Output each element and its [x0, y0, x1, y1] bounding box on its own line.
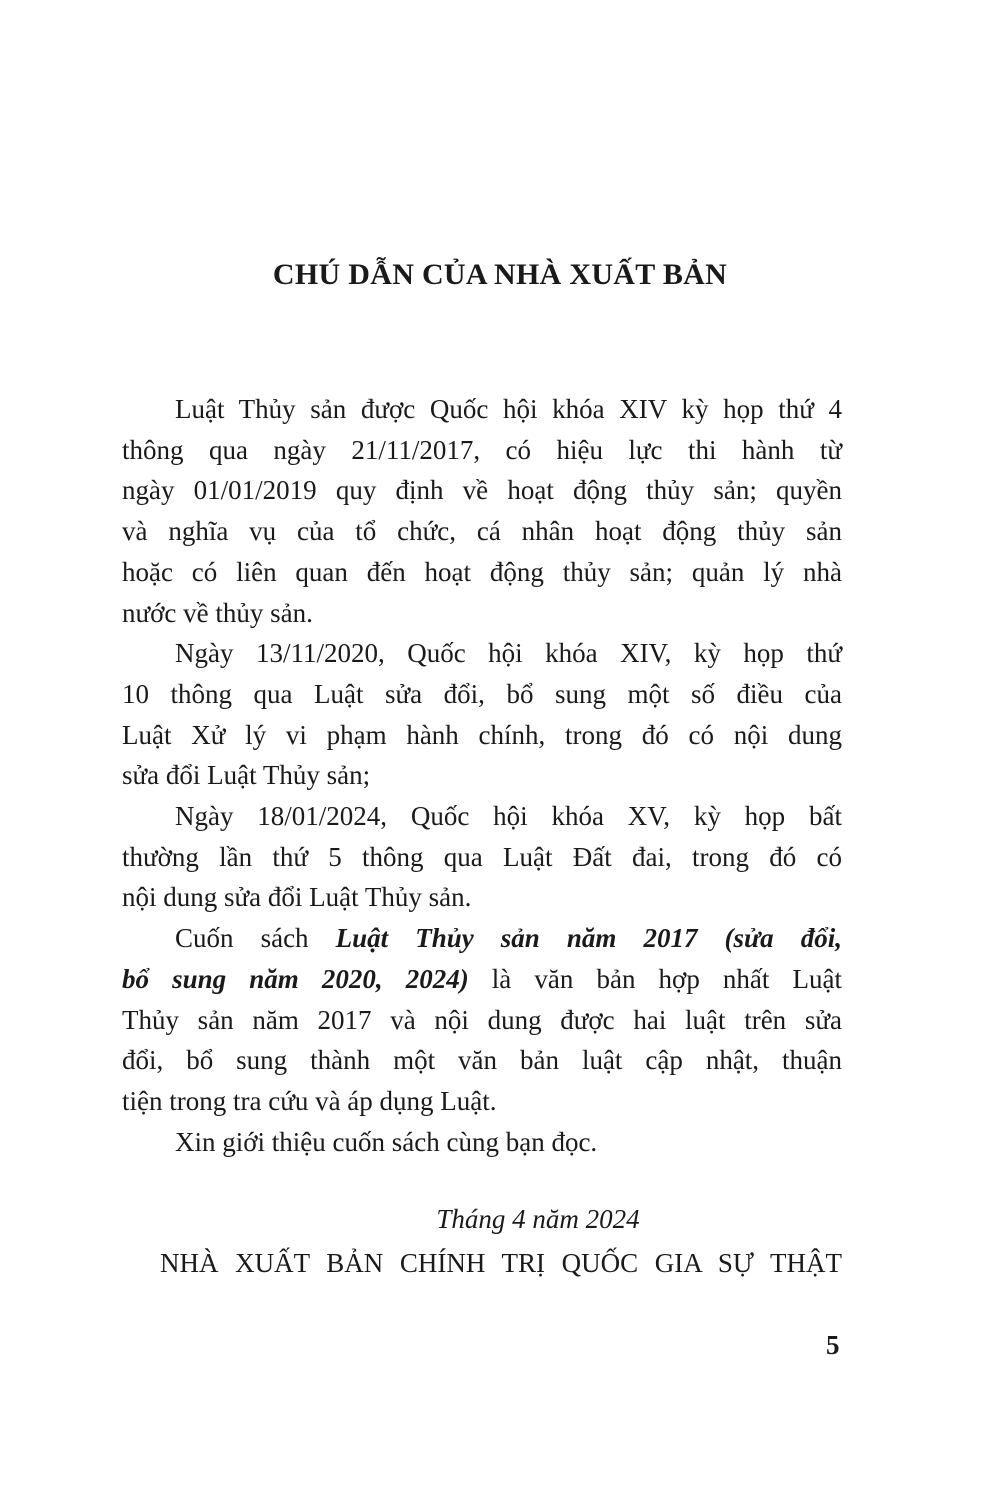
text-run: ngày 01/01/2019 quy định về hoạt động thủy sản; quyền [122, 475, 842, 506]
publisher-name: NHÀ XUẤT BẢN CHÍNH TRỊ QUỐC GIA SỰ THẬT [160, 1248, 842, 1278]
paragraph-3-line [175, 799, 842, 833]
book-title-emphasis: Luật Thủy sản năm 2017 (sửa đổi, [335, 923, 842, 954]
paragraph-4-line [122, 1043, 842, 1077]
paragraph-3-line [122, 840, 842, 874]
paragraph-1-line [175, 392, 842, 426]
text-run: Ngày 18/01/2024, Quốc hội khóa XV, kỳ họp bất [175, 801, 842, 831]
text-run: sửa đổi Luật Thủy sản; [122, 760, 371, 791]
text-run: nước về thủy sản. [122, 597, 313, 628]
text-run: tiện trong tra cứu và áp dụng Luật. [122, 1085, 497, 1116]
text-run: Luật Thủy sản được Quốc hội khóa XIV kỳ họp thứ 4 [175, 394, 842, 424]
paragraph-2-line [175, 636, 842, 670]
text-run: và nghĩa vụ của tổ chức, cá nhân hoạt động thủy sản [122, 516, 842, 547]
paragraph-4-line [175, 921, 842, 955]
text-run: là văn bản hợp nhất Luật [468, 963, 842, 994]
text-run: nội dung sửa đổi Luật Thủy sản. [122, 882, 472, 913]
text-run: thường lần thứ 5 thông qua Luật Đất đai, trong đó có [122, 841, 842, 872]
paragraph-1-line [122, 555, 842, 589]
text-run: 10 thông qua Luật sửa đổi, bổ sung một số điều của [122, 678, 842, 709]
paragraph-4-line [122, 1003, 842, 1037]
book-title-emphasis: bổ sung năm 2020, 2024) [122, 963, 469, 994]
paragraph-2-line [122, 758, 842, 792]
date-line: Tháng 4 năm 2024 [436, 1204, 640, 1234]
paragraph-2-line [122, 677, 842, 711]
page-number: 5 [826, 1330, 840, 1360]
paragraph-5-line [175, 1125, 842, 1159]
paragraph-1-line [122, 596, 842, 630]
paragraph-4-line [122, 1084, 842, 1118]
text-run: thông qua ngày 21/11/2017, có hiệu lực thi hành từ [122, 434, 842, 465]
text-run: đổi, bổ sung thành một văn bản luật cập nhật, thuận [122, 1045, 842, 1076]
paragraph-1-line [122, 514, 842, 548]
paragraph-3-line [122, 880, 842, 914]
paragraph-4-line [122, 962, 842, 996]
text-run: Ngày 13/11/2020, Quốc hội khóa XIV, kỳ họp thứ [175, 638, 842, 669]
text-run: Thủy sản năm 2017 và nội dung được hai luật trên sửa [122, 1004, 842, 1035]
text-run: Luật Xử lý vi phạm hành chính, trong đó có nội dung [122, 719, 842, 750]
paragraph-1-line [122, 473, 842, 507]
paragraph-1-line [122, 433, 842, 467]
paragraph-2-line [122, 718, 842, 752]
text-run: Cuốn sách [175, 923, 336, 954]
text-run: hoặc có liên quan đến hoạt động thủy sản; quản lý nhà [122, 556, 842, 587]
page-title: CHÚ DẪN CỦA NHÀ XUẤT BẢN [272, 258, 728, 291]
text-run: Xin giới thiệu cuốn sách cùng bạn đọc. [175, 1126, 598, 1157]
